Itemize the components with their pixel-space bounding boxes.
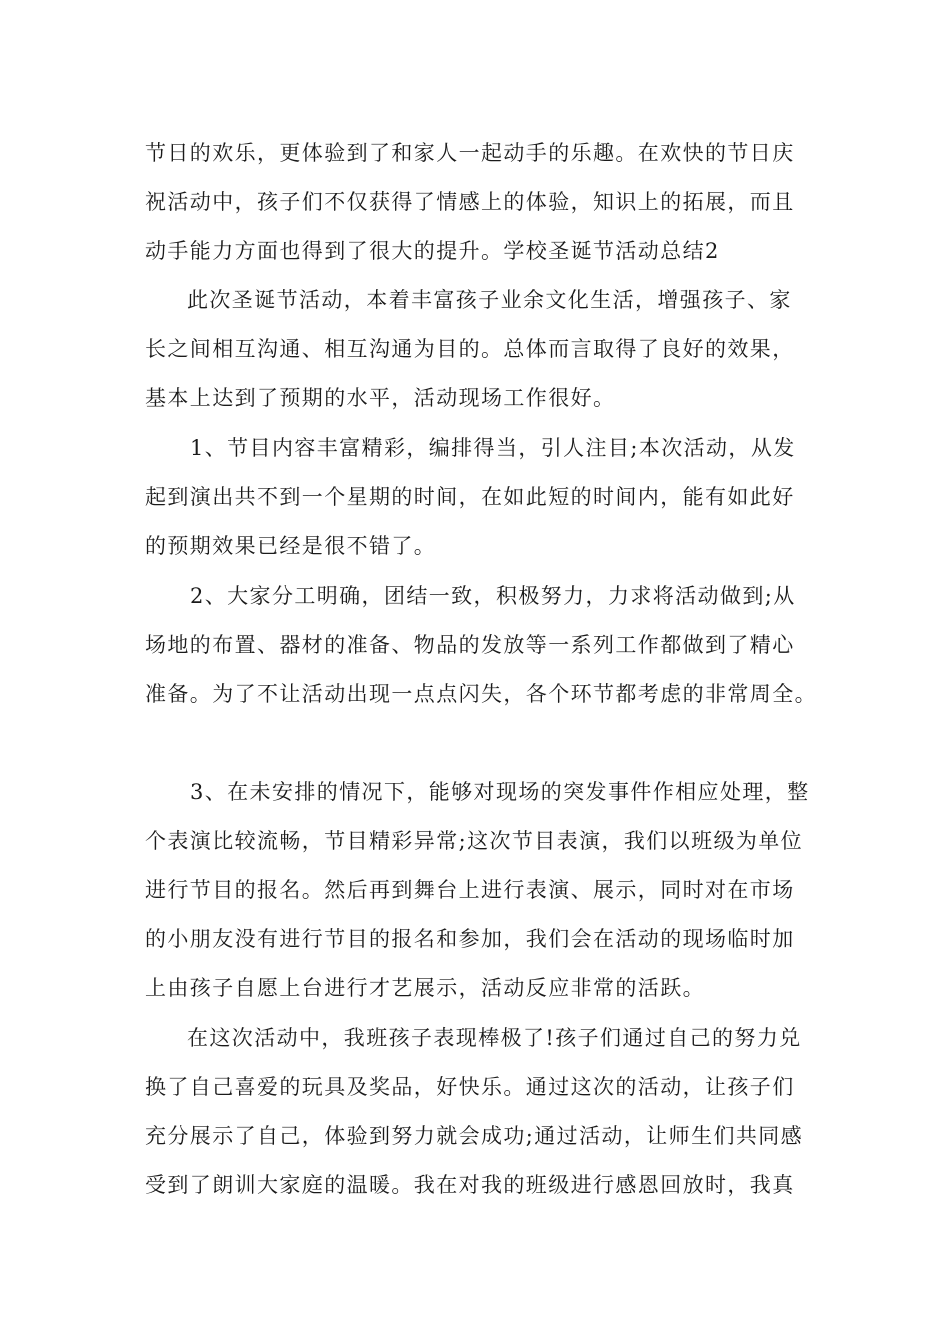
text-line: 受到了朗训大家庭的温暖。我在对我的班级进行感恩回放时，我真: [145, 1173, 795, 1197]
text-line: 场地的布置、器材的准备、物品的发放等一系列工作都做到了精心: [145, 633, 795, 657]
text-line: 的小朋友没有进行节目的报名和参加，我们会在活动的现场临时加: [145, 927, 795, 951]
text-line: 长之间相互沟通、相互沟通为目的。总体而言取得了良好的效果，: [145, 337, 795, 361]
text-line: 上由孩子自愿上台进行才艺展示，活动反应非常的活跃。: [145, 976, 705, 1000]
text-line: 个表演比较流畅，节目精彩异常;这次节目表演，我们以班级为单位: [145, 829, 804, 853]
text-line: 充分展示了自己，体验到努力就会成功;通过活动，让师生们共同感: [145, 1124, 804, 1148]
text-line: 在这次活动中，我班孩子表现棒极了!孩子们通过自己的努力兑: [187, 1026, 802, 1050]
text-line: 起到演出共不到一个星期的时间，在如此短的时间内，能有如此好: [145, 485, 795, 509]
text-line: 1、节目内容丰富精彩，编排得当，引人注目;本次活动，从发: [190, 436, 796, 460]
text-line: 祝活动中，孩子们不仅获得了情感上的体验，知识上的拓展，而且: [145, 190, 795, 214]
text-line: 此次圣诞节活动，本着丰富孩子业余文化生活，增强孩子、家: [187, 288, 792, 312]
text-line: 基本上达到了预期的水平，活动现场工作很好。: [145, 386, 616, 410]
text-line: 3、在未安排的情况下，能够对现场的突发事件作相应处理，整: [190, 780, 810, 804]
text-line: 2、大家分工明确，团结一致，积极努力，力求将活动做到;从: [190, 584, 796, 608]
text-line: 的预期效果已经是很不错了。: [145, 534, 437, 558]
text-line: 换了自己喜爱的玩具及奖品，好快乐。通过这次的活动，让孩子们: [145, 1075, 795, 1099]
text-line: 动手能力方面也得到了很大的提升。学校圣诞节活动总结2: [145, 239, 720, 263]
text-line: 节日的欢乐，更体验到了和家人一起动手的乐趣。在欢快的节日庆: [145, 141, 795, 165]
text-line: 进行节目的报名。然后再到舞台上进行表演、展示，同时对在市场: [145, 878, 795, 902]
text-line: 准备。为了不让活动出现一点点闪失，各个环节都考虑的非常周全。: [145, 682, 817, 706]
